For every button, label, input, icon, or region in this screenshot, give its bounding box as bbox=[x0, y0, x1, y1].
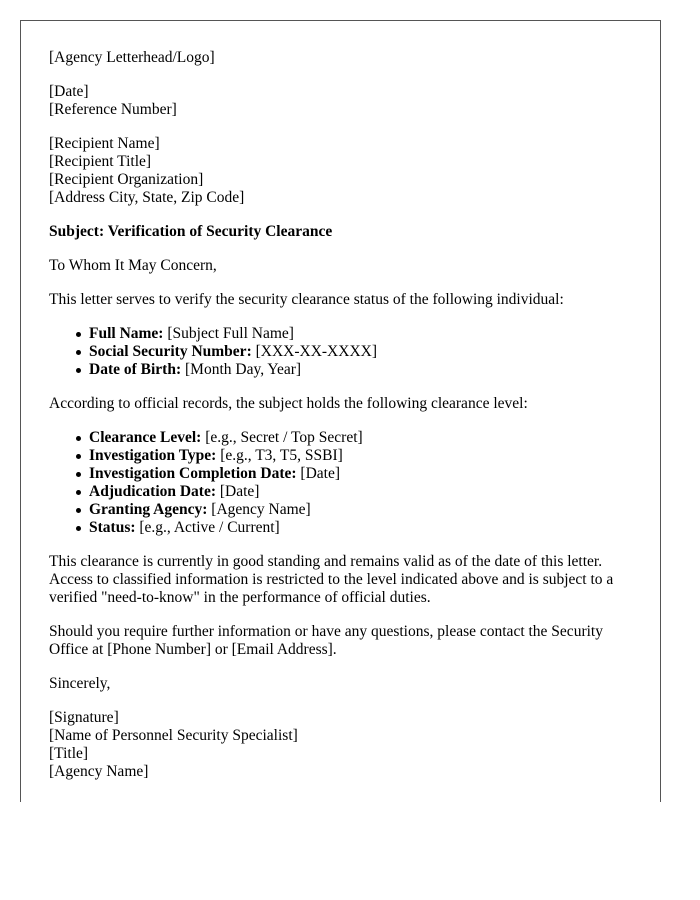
signature-block bbox=[49, 709, 632, 781]
item-label: Adjudication Date: bbox=[89, 483, 217, 500]
item-label: Clearance Level: bbox=[89, 429, 202, 446]
item-value: [e.g., Secret / Top Secret] bbox=[201, 429, 363, 446]
paragraph-line: Office at [Phone Number] or [Email Address]. bbox=[49, 641, 337, 658]
recipient-organization: [Recipient Organization] bbox=[49, 171, 204, 188]
salutation: To Whom It May Concern, bbox=[49, 257, 217, 274]
signer-agency: [Agency Name] bbox=[49, 763, 149, 780]
list-item bbox=[89, 325, 632, 343]
reference-number: [Reference Number] bbox=[49, 101, 177, 118]
letterhead bbox=[49, 49, 632, 67]
item-value: [e.g., Active / Current] bbox=[135, 519, 280, 536]
standing-paragraph bbox=[49, 553, 632, 607]
item-value: [XXX-XX-XXXX] bbox=[251, 343, 377, 360]
intro-paragraph: This letter serves to verify the security clearance status of the following individual: bbox=[49, 291, 564, 308]
closing: Sincerely, bbox=[49, 675, 111, 692]
recipient-address: [Address City, State, Zip Code] bbox=[49, 189, 245, 206]
item-value: [Date] bbox=[296, 465, 340, 482]
item-value: [Subject Full Name] bbox=[163, 325, 294, 342]
paragraph-line: verified "need-to-know" in the performance of official duties. bbox=[49, 589, 431, 606]
signer-name: [Name of Personnel Security Specialist] bbox=[49, 727, 298, 744]
letter-page bbox=[20, 20, 661, 802]
signature: [Signature] bbox=[49, 709, 119, 726]
records-intro-paragraph: According to official records, the subject holds the following clearance level: bbox=[49, 395, 528, 412]
item-label: Social Security Number: bbox=[89, 343, 252, 360]
list-item bbox=[89, 483, 632, 501]
list-item bbox=[89, 465, 632, 483]
item-value: [Date] bbox=[216, 483, 260, 500]
item-label: Granting Agency: bbox=[89, 501, 208, 518]
paragraph-line: This clearance is currently in good standing and remains valid as of the date of this letter. bbox=[49, 553, 603, 570]
list-item bbox=[89, 343, 632, 361]
list-item bbox=[89, 361, 632, 379]
list-item bbox=[89, 429, 632, 447]
item-label: Status: bbox=[89, 519, 136, 536]
clearance-details-list bbox=[49, 429, 632, 537]
paragraph-line: Access to classified information is restricted to the level indicated above and is subject to a bbox=[49, 571, 614, 588]
date-reference-block bbox=[49, 83, 632, 119]
recipient-block bbox=[49, 135, 632, 207]
item-value: [e.g., T3, T5, SSBI] bbox=[216, 447, 343, 464]
recipient-name: [Recipient Name] bbox=[49, 135, 160, 152]
letterhead-text: [Agency Letterhead/Logo] bbox=[49, 49, 215, 66]
list-item bbox=[89, 519, 632, 537]
date: [Date] bbox=[49, 83, 89, 100]
item-value: [Agency Name] bbox=[207, 501, 311, 518]
contact-paragraph bbox=[49, 623, 632, 659]
signer-title: [Title] bbox=[49, 745, 89, 762]
list-item bbox=[89, 501, 632, 519]
item-label: Full Name: bbox=[89, 325, 164, 342]
paragraph-line: Should you require further information or have any questions, please contact the Security bbox=[49, 623, 603, 640]
subject-line: Subject: Verification of Security Clearance bbox=[49, 223, 333, 240]
item-label: Investigation Completion Date: bbox=[89, 465, 297, 482]
item-value: [Month Day, Year] bbox=[181, 361, 302, 378]
individual-details-list bbox=[49, 325, 632, 379]
recipient-title: [Recipient Title] bbox=[49, 153, 152, 170]
list-item bbox=[89, 447, 632, 465]
item-label: Investigation Type: bbox=[89, 447, 217, 464]
item-label: Date of Birth: bbox=[89, 361, 182, 378]
